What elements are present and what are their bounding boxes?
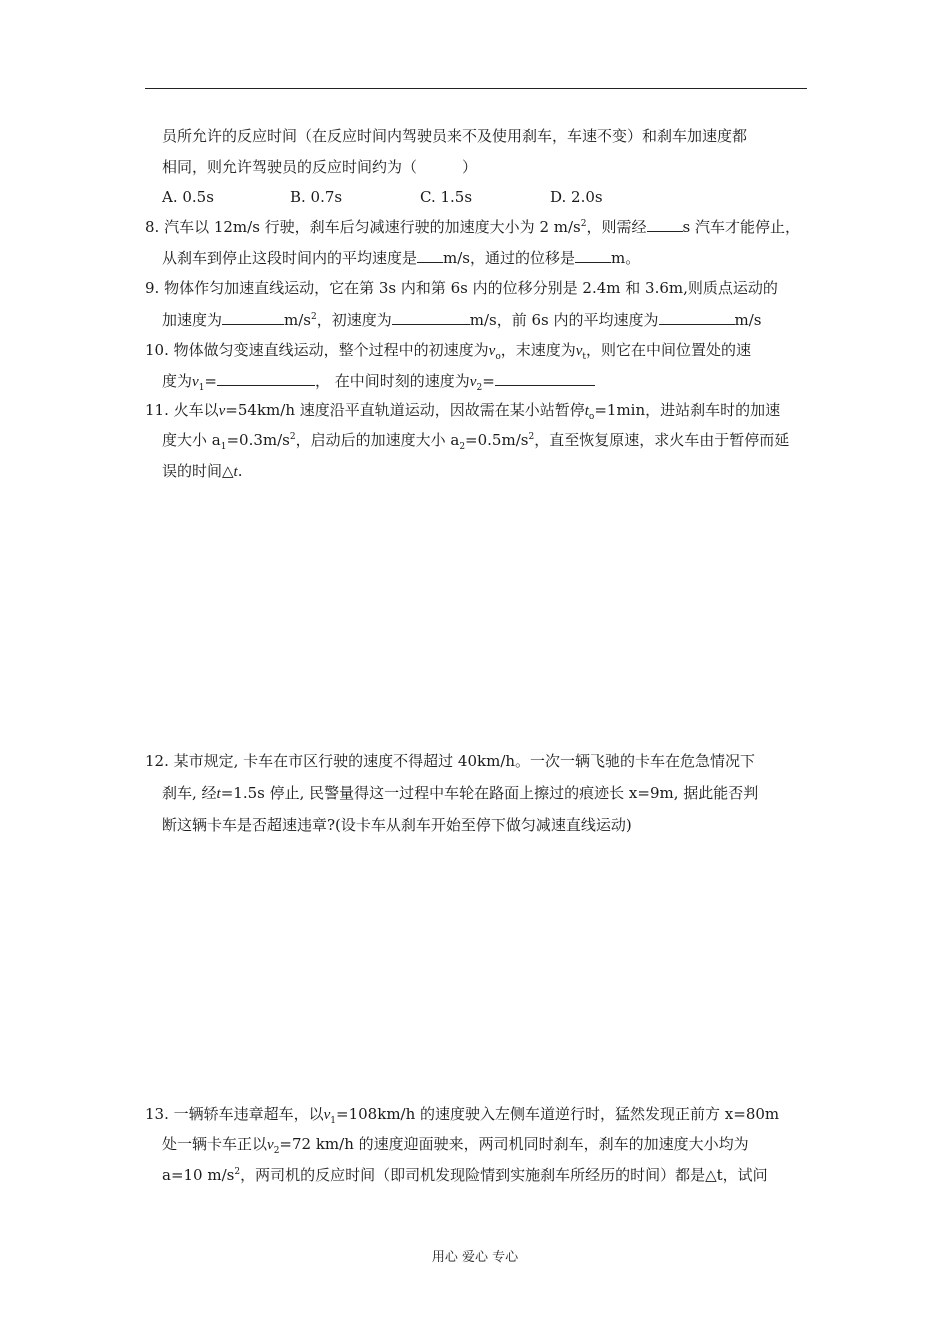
q9-blank-initial-speed[interactable] bbox=[392, 310, 470, 325]
q7-line-2: 相同，则允许驾驶员的反应时间约为（ ） bbox=[162, 158, 478, 176]
page-footer: 用心 爱心 专心 bbox=[431, 1250, 519, 1265]
q9-blank-avg-speed[interactable] bbox=[659, 310, 735, 325]
q8-blank-avg-speed[interactable] bbox=[417, 248, 443, 263]
q12-line-1: 12. 某市规定, 卡车在市区行驶的速度不得超过 40km/h。一次一辆飞驰的卡车在危急情况下 bbox=[145, 752, 756, 770]
q12-line-2: 刹车, 经t=1.5s 停止, 民警量得这一过程中车轮在路面上擦过的痕迹长 x=9m, 据此能否判 bbox=[162, 784, 759, 802]
q7-line-1: 员所允许的反应时间（在反应时间内驾驶员来不及使用刹车，车速不变）和刹车加速度都 bbox=[162, 127, 748, 145]
q11-line-3: 误的时间△t. bbox=[162, 462, 243, 480]
q10-line-2: 度为$v_1=$ ， 在中间时刻的速度为$v_2=$ bbox=[162, 371, 595, 392]
q11-line-2: 度大小 $a_1=0.3m/s^2$，启动后的加速度大小 $a_2=0.5m/s^2$，直至恢复原速，求火车由于暂停而延 bbox=[162, 431, 790, 452]
q9-blank-acceleration[interactable] bbox=[222, 310, 284, 325]
q9-line-2: 加速度为 $m/s^2$，初速度为 m/s，前 6s 内的平均速度为 m/s bbox=[162, 311, 762, 329]
q7-option-d: D. 2.0s bbox=[550, 188, 603, 206]
q8-blank-time[interactable] bbox=[647, 217, 683, 232]
q13-line-3: a=10 $m/s^2$，两司机的反应时间（即司机发现险情到实施刹车所经历的时间）都是△t，试问 bbox=[162, 1166, 768, 1184]
q8-blank-displacement[interactable] bbox=[575, 248, 611, 263]
q12-line-3: 断这辆卡车是否超速违章?(设卡车从刹车开始至停下做匀减速直线运动) bbox=[162, 816, 632, 834]
q13-line-1: 13. 一辆轿车违章超车，以$v_1=108km/h$ 的速度驶入左侧车道逆行时，猛然发现正前方 x=80m bbox=[145, 1105, 780, 1126]
q7-option-a: A. 0.5s bbox=[162, 188, 214, 206]
header-rule bbox=[145, 88, 807, 89]
q13-line-2: 处一辆卡车正以$v_2=72$ km/h 的速度迎面驶来，两司机同时刹车，刹车的加速度大小均为 bbox=[162, 1135, 749, 1156]
q10-blank-mid-position[interactable] bbox=[217, 371, 315, 386]
q11-line-1: 11. 火车以v=54km/h 速度沿平直轨道运动，因故需在某小站暂停$t_o=1\min$，进站刹车时的加速 bbox=[145, 401, 781, 422]
q8-line-1: 8. 汽车以 12m/s 行驶，刹车后匀减速行驶的加速度大小为 2 $m/s^2$，则需经 s 汽车才能停止， bbox=[145, 218, 800, 236]
q7-option-b: B. 0.7s bbox=[290, 188, 343, 206]
q10-blank-mid-time[interactable] bbox=[495, 371, 595, 386]
q9-line-1: 9. 物体作匀加速直线运动，它在第 3s 内和第 6s 内的位移分别是 2.4m 和 3.6m,则质点运动的 bbox=[145, 279, 778, 297]
q7-option-c: C. 1.5s bbox=[420, 188, 473, 206]
q10-line-1: 10. 物体做匀变速直线运动，整个过程中的初速度为$v_o$，末速度为$v_t$，则它在中间位置处的速 bbox=[145, 341, 752, 362]
q8-line-2: 从刹车到停止这段时间内的平均速度是 m/s，通过的位移是 m。 bbox=[162, 249, 641, 267]
